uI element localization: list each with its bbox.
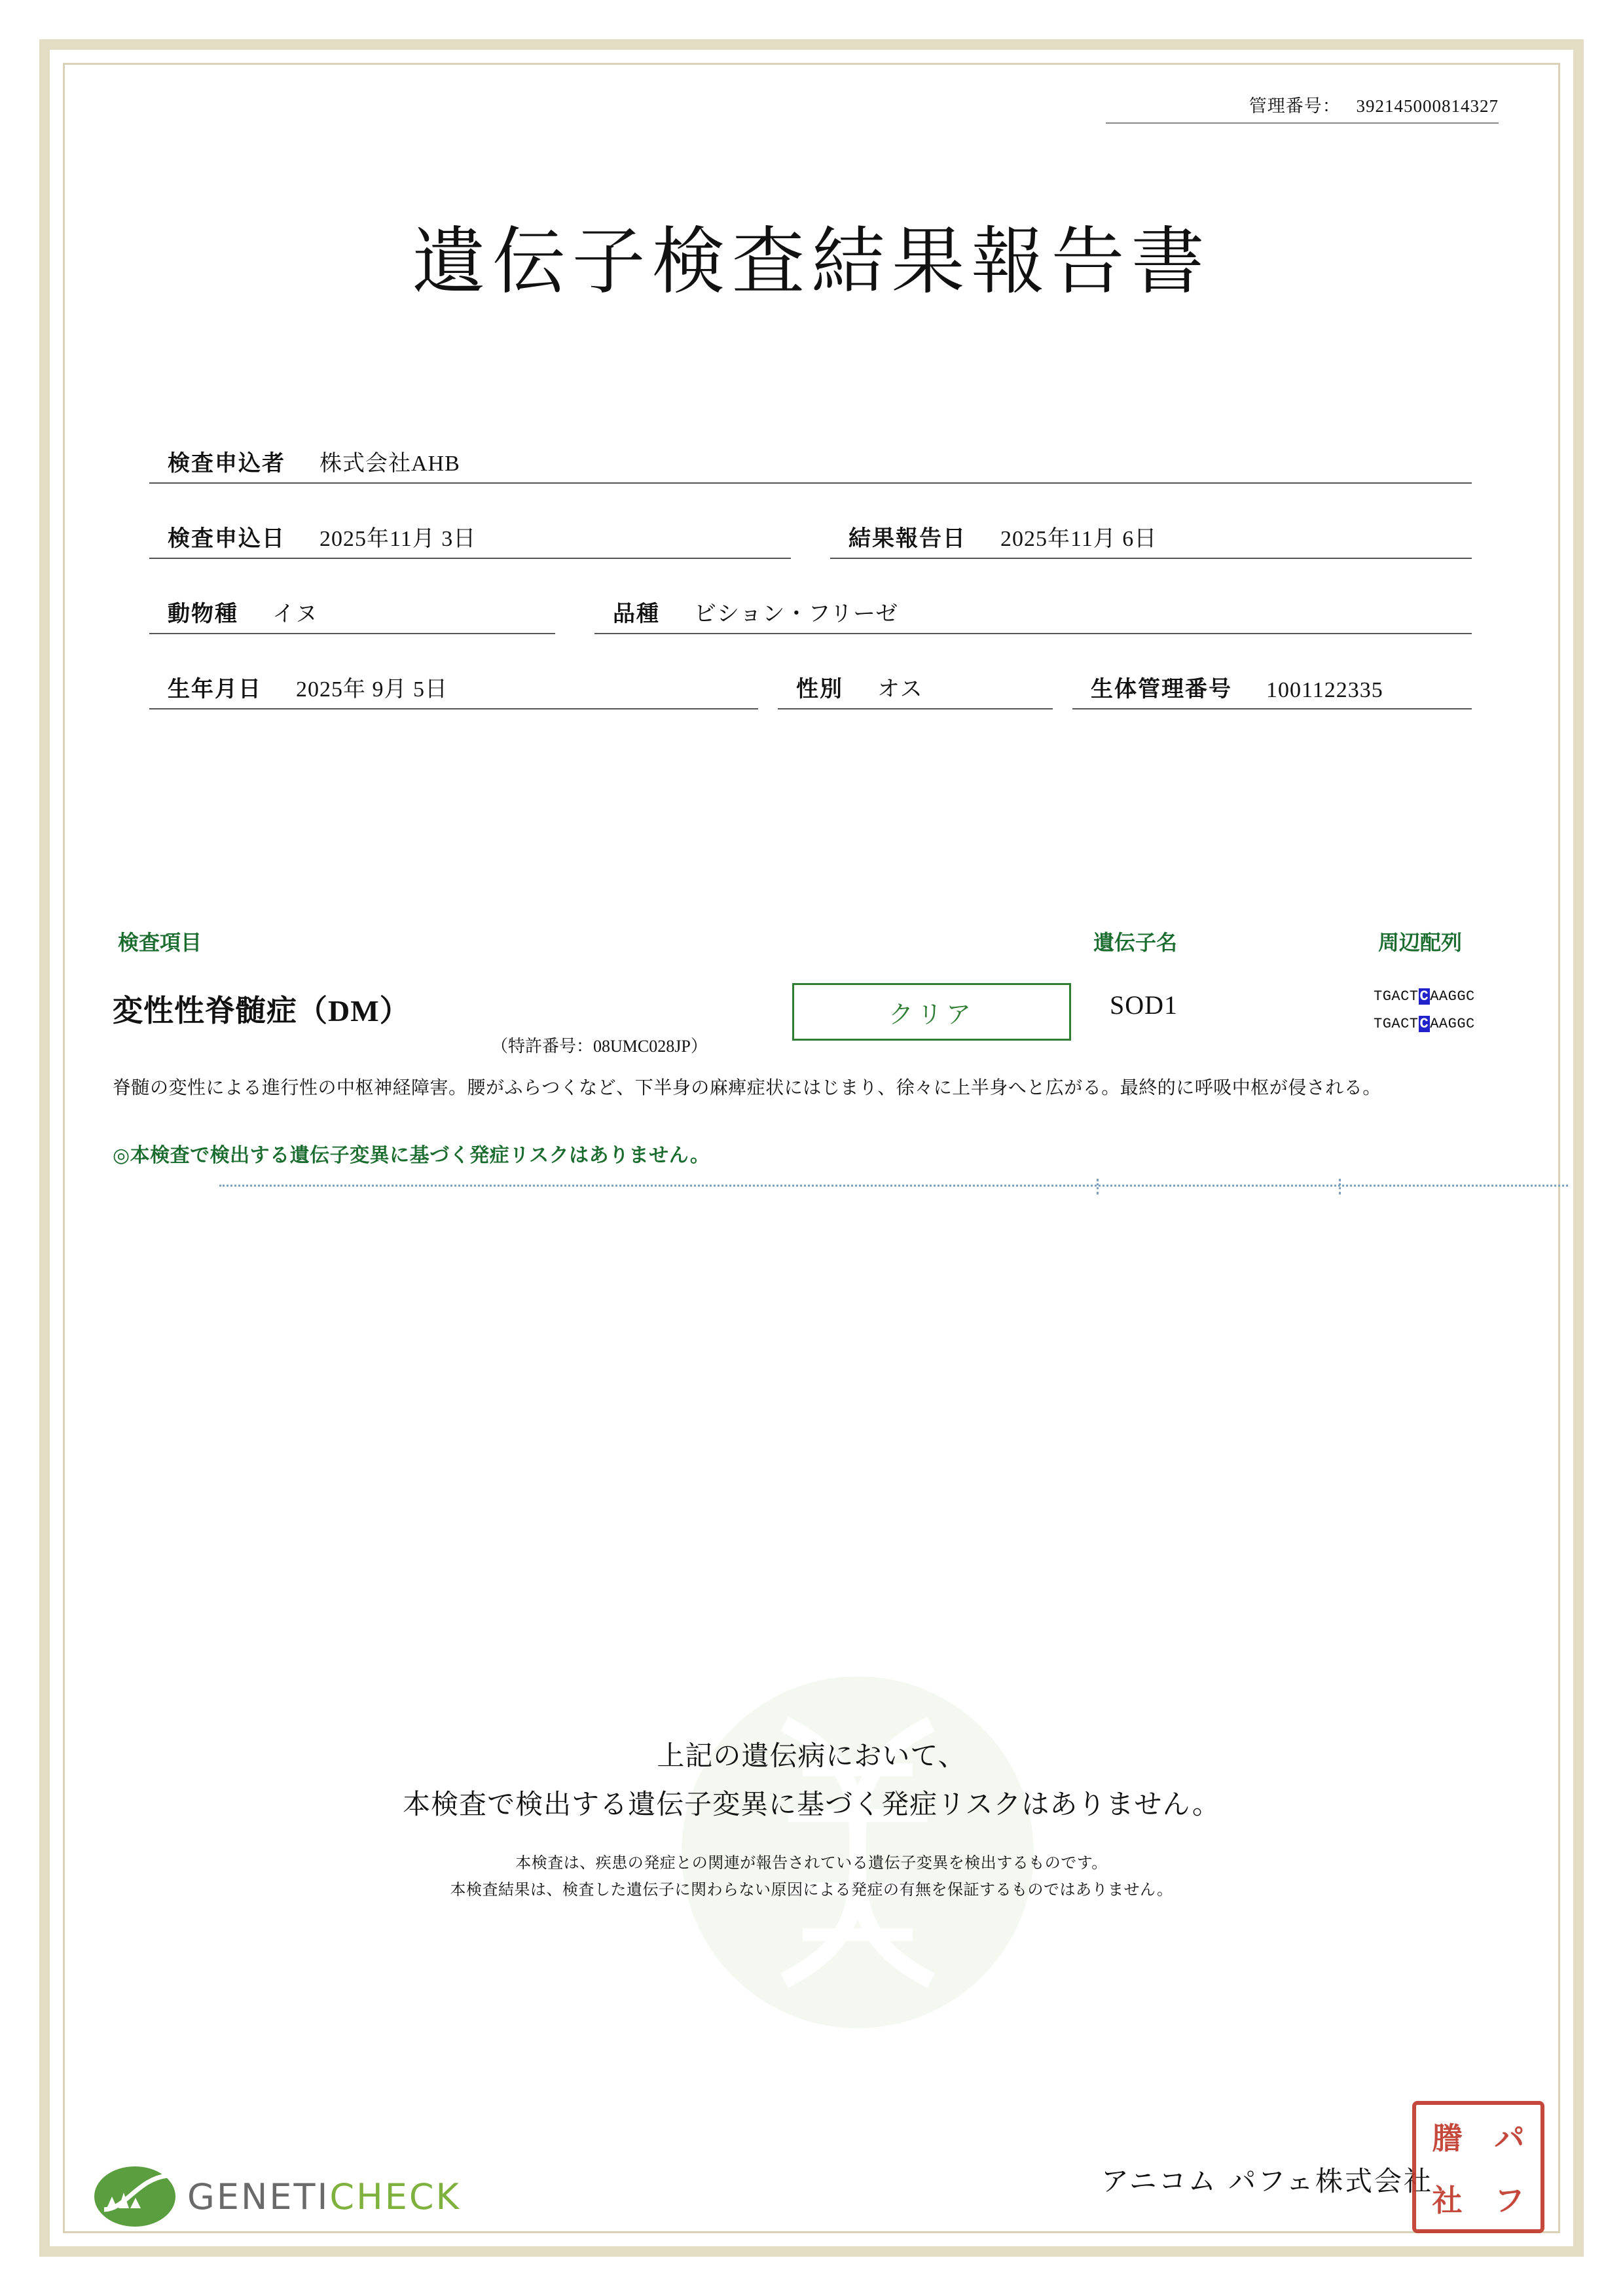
document-content [98, 79, 1525, 2217]
field-report-date [830, 520, 1472, 559]
geneticheck-logo [92, 2162, 461, 2231]
logo-word-part-2: CHECK [329, 2176, 461, 2217]
disease-description: 脊髄の変性による進行性の中枢神経障害。腰がふらつくなど、下半身の麻痺症状にはじまり、徐々に上半身へと広がる。最終的に呼吸中枢が侵される。 [113, 1077, 1381, 1098]
sequence-1-suffix: AAGGC [1430, 988, 1475, 1005]
sex-value: オス [877, 677, 923, 702]
logo-wordmark [187, 2176, 461, 2217]
gene-name-value: SOD1 [1110, 990, 1178, 1020]
animal-id-value: 1001122335 [1266, 678, 1383, 702]
field-breed [594, 596, 1472, 634]
species-label: 動物種 [168, 602, 238, 626]
breed-value: ビション・フリーゼ [694, 602, 899, 626]
sequence-line-2 [1374, 1011, 1475, 1038]
applicant-value: 株式会社AHB [319, 452, 460, 476]
field-animal-id [1072, 671, 1472, 709]
page-title: 遺伝子検査結果報告書 [412, 219, 1211, 304]
sequence-1-highlight: C [1419, 988, 1429, 1005]
sex-label: 性別 [796, 677, 843, 702]
risk-note: ◎本検査で検出する遺伝子変異に基づく発症リスクはありません。 [113, 1145, 710, 1166]
birthdate-value: 2025年 9月 5日 [296, 677, 448, 702]
info-row-species [149, 596, 1472, 634]
field-apply-date [149, 520, 791, 559]
species-value: イヌ [272, 602, 318, 626]
summary-line-2: 本検査で検出する遺伝子変異に基づく発症リスクはありません。 [403, 1788, 1220, 1820]
apply-date-label: 検査申込日 [168, 527, 285, 551]
disease-name: 変性性脊髄症（DM） [113, 994, 410, 1028]
summary-line-1: 上記の遺伝病において、 [657, 1740, 966, 1772]
info-row-dates [149, 520, 1472, 559]
logo-word-part-1: GENETI [187, 2176, 330, 2217]
patent-number: （特許番号：08UMC028JP） [491, 1037, 708, 1056]
applicant-label: 検査申込者 [168, 452, 285, 476]
seal-char-1: パ [1494, 2120, 1525, 2156]
judgement-badge: クリア [792, 983, 1071, 1041]
header-gene-name: 遺伝子名 [1093, 931, 1178, 954]
field-applicant [149, 445, 1472, 484]
report-date-label: 結果報告日 [848, 527, 966, 551]
birthdate-label: 生年月日 [168, 677, 262, 702]
header-test-item: 検査項目 [118, 931, 202, 954]
dotted-separator [219, 1185, 1568, 1187]
sequence-block [1374, 983, 1475, 1038]
seal-char-2: 社 [1432, 2182, 1463, 2218]
field-birthdate [149, 671, 758, 709]
sequence-2-prefix: TGACT [1374, 1015, 1419, 1032]
summary-note [98, 1850, 1525, 1903]
summary-note-line-1: 本検査は、疾患の発症との関連が報告されている遺伝子変異を検出するものです。 [515, 1854, 1108, 1872]
field-species [149, 596, 555, 634]
seal-char-3: フ [1494, 2182, 1525, 2218]
summary-note-line-2: 本検査結果は、検査した遺伝子に関わらない原因による発症の有無を保証するものではありません。 [450, 1880, 1173, 1899]
summary-block [98, 1734, 1525, 1903]
sequence-2-highlight: C [1419, 1015, 1429, 1032]
sequence-2-suffix: AAGGC [1430, 1015, 1475, 1032]
sequence-line-1 [1374, 983, 1475, 1011]
apply-date-value: 2025年11月 3日 [319, 527, 477, 551]
info-row-applicant [149, 445, 1472, 484]
control-number-value: 392145000814327 [1356, 96, 1499, 116]
sequence-1-prefix: TGACT [1374, 988, 1419, 1005]
animal-id-label: 生体管理番号 [1091, 677, 1232, 702]
applicant-info-block [149, 445, 1472, 746]
control-number [1106, 92, 1499, 124]
breed-label: 品種 [613, 602, 660, 626]
report-date-value: 2025年11月 6日 [1000, 527, 1158, 551]
seal-char-0: 謄 [1432, 2120, 1463, 2156]
header-sequence: 周辺配列 [1378, 931, 1463, 954]
company-seal [1412, 2101, 1544, 2233]
company-name: アニコム パフェ株式会社 [1101, 2165, 1433, 2197]
control-number-label: 管理番号： [1249, 96, 1341, 116]
field-sex [778, 671, 1053, 709]
info-row-birth [149, 671, 1472, 709]
leaf-logo-icon [92, 2162, 178, 2231]
